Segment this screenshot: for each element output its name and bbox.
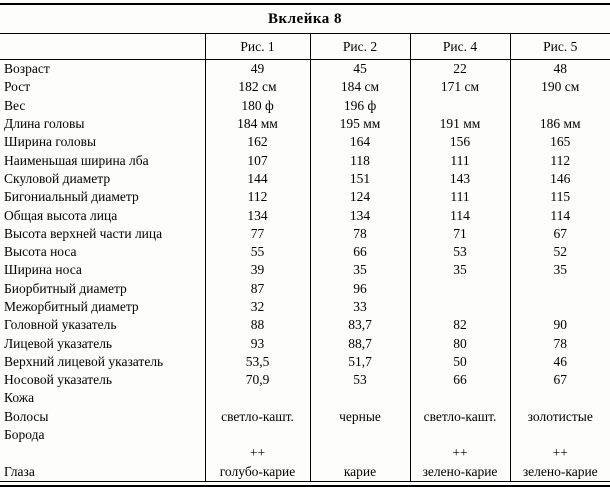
cell-value: зелено-карие — [510, 463, 610, 482]
cell-value — [410, 97, 510, 115]
row-label: Верхний лицевой указатель — [4, 353, 164, 369]
cell-value: 50 — [410, 353, 510, 371]
cell-value: 80 — [410, 334, 510, 352]
cell-value — [510, 298, 610, 316]
row-label: Борода — [4, 427, 45, 443]
cell-value: 35 — [510, 261, 610, 279]
cell-value: 90 — [510, 316, 610, 334]
cell-value — [310, 426, 410, 444]
cell-value: черные — [310, 408, 410, 426]
cell-value: 70,9 — [205, 371, 310, 389]
cell-value — [510, 97, 610, 115]
row-label: Головной указатель — [4, 317, 117, 333]
anthropometry-table — [0, 3, 610, 487]
cell-value — [205, 426, 310, 444]
cell-value: 49 — [205, 60, 310, 79]
cell-value: 77 — [205, 225, 310, 243]
row-label: Высота носа — [4, 244, 77, 260]
cell-value — [410, 389, 510, 407]
table-row — [0, 426, 610, 444]
row-label: Кожа — [4, 390, 35, 406]
cell-value: 112 — [205, 188, 310, 206]
cell-value: 184 мм — [205, 115, 310, 133]
row-label: Вес — [4, 97, 26, 113]
cell-value: 88 — [205, 316, 310, 334]
cell-value — [310, 389, 410, 407]
cell-value: 52 — [510, 243, 610, 261]
cell-value — [410, 280, 510, 298]
cell-value — [205, 389, 310, 407]
cell-value: 66 — [410, 371, 510, 389]
cell-value: 191 мм — [410, 115, 510, 133]
cell-value: 143 — [410, 170, 510, 188]
cell-value: 46 — [510, 353, 610, 371]
column-header: Рис. 2 — [310, 34, 410, 60]
cell-value: 190 см — [510, 78, 610, 96]
cell-value: 39 — [205, 261, 310, 279]
cell-value: 184 см — [310, 78, 410, 96]
cell-value: 134 — [205, 206, 310, 224]
row-label: Общая высота лица — [4, 207, 118, 223]
cell-value — [410, 426, 510, 444]
row-label: Скуловой диаметр — [4, 170, 111, 186]
cell-value: 67 — [510, 371, 610, 389]
cell-value: 171 см — [410, 78, 510, 96]
cell-value: 134 — [310, 206, 410, 224]
cell-value: светло-кашт. — [205, 408, 310, 426]
cell-value: 165 — [510, 133, 610, 151]
cell-value: 67 — [510, 225, 610, 243]
row-label: Бигониальный диаметр — [4, 189, 139, 205]
cell-value: 118 — [310, 151, 410, 169]
table-row — [0, 334, 610, 352]
column-header-row — [0, 34, 610, 60]
cell-value: голубо-карие — [205, 463, 310, 482]
cell-value: 71 — [410, 225, 510, 243]
cell-value — [510, 280, 610, 298]
cell-value: 182 см — [205, 78, 310, 96]
table-row — [0, 371, 610, 389]
row-label: Биорбитный диаметр — [4, 280, 127, 296]
table-row — [0, 170, 610, 188]
cell-value: 114 — [410, 206, 510, 224]
cell-value: ++ — [410, 444, 510, 462]
table-row — [0, 280, 610, 298]
cell-value: 35 — [410, 261, 510, 279]
row-label: Межорбитный диаметр — [4, 299, 139, 314]
cell-value: 83,7 — [310, 316, 410, 334]
column-header: Рис. 4 — [410, 34, 510, 60]
row-label: Возраст — [4, 61, 50, 77]
cell-value: 45 — [310, 60, 410, 79]
cell-value: 87 — [205, 280, 310, 298]
cell-value: 51,7 — [310, 353, 410, 371]
cell-value: 33 — [310, 298, 410, 316]
cell-value — [410, 298, 510, 316]
table-row — [0, 97, 610, 115]
row-label: Наименьшая ширина лба — [4, 152, 149, 168]
row-label: Глаза — [0, 463, 205, 482]
cell-value: 78 — [310, 225, 410, 243]
row-label: Высота верхней части лица — [4, 225, 163, 241]
cell-value: золотистые — [510, 408, 610, 426]
cell-value: карие — [310, 463, 410, 482]
cell-value: 48 — [510, 60, 610, 79]
table-row — [0, 353, 610, 371]
table-row — [0, 115, 610, 133]
row-label — [0, 444, 205, 462]
cell-value: 146 — [510, 170, 610, 188]
table-row — [0, 243, 610, 261]
table-row — [0, 389, 610, 407]
cell-value: зелено-карие — [410, 463, 510, 482]
cell-value: ++ — [205, 444, 310, 462]
measurements-table — [0, 3, 610, 482]
table-row — [0, 188, 610, 206]
cell-value: 22 — [410, 60, 510, 79]
cell-value — [510, 389, 610, 407]
table-row — [0, 60, 610, 79]
row-label: Ширина головы — [4, 134, 97, 150]
cell-value: 112 — [510, 151, 610, 169]
cell-value: 162 — [205, 133, 310, 151]
table-title: Вклейка 8 — [0, 4, 610, 34]
row-label: Длина головы — [4, 116, 85, 132]
table-row — [0, 408, 610, 426]
cell-value: 115 — [510, 188, 610, 206]
row-label: Ширина носа — [4, 262, 82, 278]
column-header: Рис. 5 — [510, 34, 610, 60]
cell-value: 53 — [410, 243, 510, 261]
cell-value: ++ — [510, 444, 610, 462]
cell-value: 186 мм — [510, 115, 610, 133]
cell-value: 195 мм — [310, 115, 410, 133]
table-row — [0, 444, 610, 462]
table-row — [0, 463, 610, 482]
cell-value: светло-кашт. — [410, 408, 510, 426]
row-label: Лицевой указатель — [4, 335, 113, 351]
table-row — [0, 316, 610, 334]
cell-value: 164 — [310, 133, 410, 151]
cell-value: 53,5 — [205, 353, 310, 371]
cell-value: 180 ф — [205, 97, 310, 115]
cell-value: 35 — [310, 261, 410, 279]
corner-cell — [0, 34, 205, 60]
table-row — [0, 151, 610, 169]
cell-value: 124 — [310, 188, 410, 206]
cell-value: 66 — [310, 243, 410, 261]
cell-value: 53 — [310, 371, 410, 389]
column-header: Рис. 1 — [205, 34, 310, 60]
cell-value — [510, 426, 610, 444]
table-row — [0, 78, 610, 96]
cell-value: 55 — [205, 243, 310, 261]
row-label: Носовой указатель — [4, 372, 113, 388]
table-title-row — [0, 4, 610, 34]
table-row — [0, 225, 610, 243]
row-label: Волосы — [4, 408, 49, 424]
cell-value: 151 — [310, 170, 410, 188]
cell-value: 107 — [205, 151, 310, 169]
table-row — [0, 261, 610, 279]
cell-value: 82 — [410, 316, 510, 334]
cell-value: 114 — [510, 206, 610, 224]
cell-value: 88,7 — [310, 334, 410, 352]
cell-value: 32 — [205, 298, 310, 316]
table-row — [0, 298, 610, 316]
cell-value: 93 — [205, 334, 310, 352]
cell-value: 111 — [410, 151, 510, 169]
cell-value: 111 — [410, 188, 510, 206]
cell-value: 96 — [310, 280, 410, 298]
cell-value: 78 — [510, 334, 610, 352]
cell-value: 196 ф — [310, 97, 410, 115]
cell-value — [310, 444, 410, 462]
cell-value: 156 — [410, 133, 510, 151]
row-label: Рост — [4, 79, 31, 95]
cell-value: 144 — [205, 170, 310, 188]
table-row — [0, 133, 610, 151]
table-row — [0, 206, 610, 224]
